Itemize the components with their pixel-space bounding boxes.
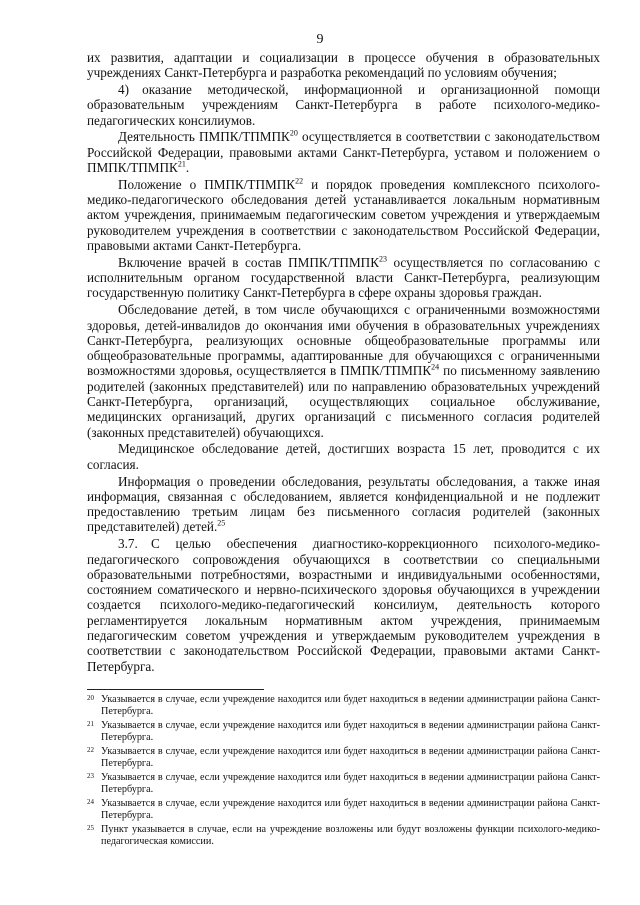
- paragraph-4: Положение о ПМПК/ТПМПК$^{22}$ и порядок проведения комплексного психолого-медико-педагогического обследования детей устанавливается локальным нормативным актом учреждения, принимаемым педагогическим советом учреждения и утверждаемым руководителем учреждения в соответствии с законодательством Российской Федерации, правовыми актами Санкт-Петербурга.: [87, 176, 600, 254]
- paragraph-8: Информация о проведении обследования, результаты обследования, а также иная информация, связанная с обследованием, является конфиденциальной и не подлежит предоставлению третьим лицам без письменного согласия родителей (законных представителей) детей.$^{25}$: [87, 473, 600, 535]
- footnote-text: Указывается в случае, если учреждение находится или будет находиться в ведении администрации района Санкт-Петербурга.: [101, 798, 600, 821]
- paragraph-5: Включение врачей в состав ПМПК/ТПМПК$^{23}$ осуществляется по согласованию с исполнительным органом государственной власти Санкт-Петербурга, реализующим государственную политику Санкт-Петербурга в сфере охраны здоровья граждан.: [87, 254, 600, 301]
- paragraph-6: Обследование детей, в том числе обучающихся с ограниченными возможностями здоровья, детей-инвалидов до окончания ими обучения в образовательных учреждениях Санкт-Петербурга, реализующих основные общеобразовательные программы или общеобразовательные программы, адаптированные для обучающихся с ограниченными возможностями здоровья, осуществляется в ПМПК/ТПМПК$^{24}$ по письменному заявлению родителей (законных представителей) или по направлению образовательных учреждений Санкт-Петербурга, организаций, осуществляющих социальное обслуживание, медицинских организаций, других организаций с письменного согласия родителей (законных представителей) обучающихся.: [87, 302, 601, 440]
- footnote-number: 22: [87, 746, 94, 754]
- footnote-text: Указывается в случае, если учреждение находится или будет находиться в ведении администрации района Санкт-Петербурга.: [101, 720, 600, 743]
- paragraph-3: Деятельность ПМПК/ТПМПК$^{20}$ осуществляется в соответствии с законодательством Российской Федерации, правовыми актами Санкт-Петербурга, уставом и положением о ПМПК/ТПМПК$^{21}$.: [87, 129, 600, 176]
- footnote-number: 25: [87, 824, 94, 832]
- footnote-ref-21: 21: [177, 159, 186, 169]
- paragraph-1: их развития, адаптации и социализации в процессе обучения в образовательных учреждениях Санкт-Петербурга и разработка рекомендаций по условиям обучения;: [87, 50, 600, 81]
- paragraph-2: 4) оказание методической, информационной и организационной помощи образовательным учреждениям Санкт-Петербурга в работе психолого-медико-педагогических консилиумов.: [87, 82, 600, 128]
- footnote-text: Указывается в случае, если учреждение находится или будет находиться в ведении администрации района Санкт-Петербурга.: [101, 772, 600, 795]
- footnote-number: 23: [87, 772, 94, 780]
- footnotes: [87, 694, 600, 850]
- footnote-text: Указывается в случае, если учреждение находится или будет находиться в ведении администрации района Санкт-Петербурга.: [101, 694, 600, 717]
- footnote-ref-20: 20: [289, 129, 298, 139]
- paragraph-9: 3.7. С целью обеспечения диагностико-коррекционного психолого-медико-педагогического сопровождения обучающихся в соответствии со специальными образовательными потребностями, возрастными и индивидуальными особенностями, состоянием соматического и нервно-психического здоровья обучающихся в учреждении создается психолого-медико-педагогический консилиум, деятельность которого регламентируется локальным нормативным актом учреждения, принимаемым педагогическим советом учреждения и утверждаемым руководителем учреждения в соответствии с законодательством Российской Федерации, правовыми актами Санкт-Петербурга.: [87, 536, 600, 674]
- footnote-20: [87, 694, 600, 718]
- footnote-number: 24: [87, 798, 94, 806]
- paragraph-7: Медицинское обследование детей, достигших возраста 15 лет, проводится с их согласия.: [87, 441, 600, 472]
- footnote-text: Указывается в случае, если учреждение находится или будет находиться в ведении администрации района Санкт-Петербурга.: [101, 746, 600, 769]
- footnote-23: [87, 772, 600, 796]
- page-number: 9: [316, 32, 324, 47]
- footnote-number: 20: [87, 694, 94, 702]
- footnote-22: [87, 746, 600, 770]
- body-text: [87, 50, 600, 675]
- footnote-ref-22: 22: [295, 176, 304, 186]
- footnote-21: [87, 720, 600, 744]
- footnote-separator: [87, 689, 264, 690]
- footnote-ref-23: 23: [379, 254, 387, 264]
- footnote-24: [87, 798, 600, 822]
- footnote-ref-25: 25: [217, 519, 226, 529]
- footnote-text: Пункт указывается в случае, если на учреждение возложены или будут возложены функции психолого-медико-педагогическая комиссии.: [101, 824, 600, 847]
- footnote-25: [87, 824, 600, 848]
- footnote-ref-24: 24: [431, 363, 440, 373]
- footnote-number: 21: [87, 720, 94, 728]
